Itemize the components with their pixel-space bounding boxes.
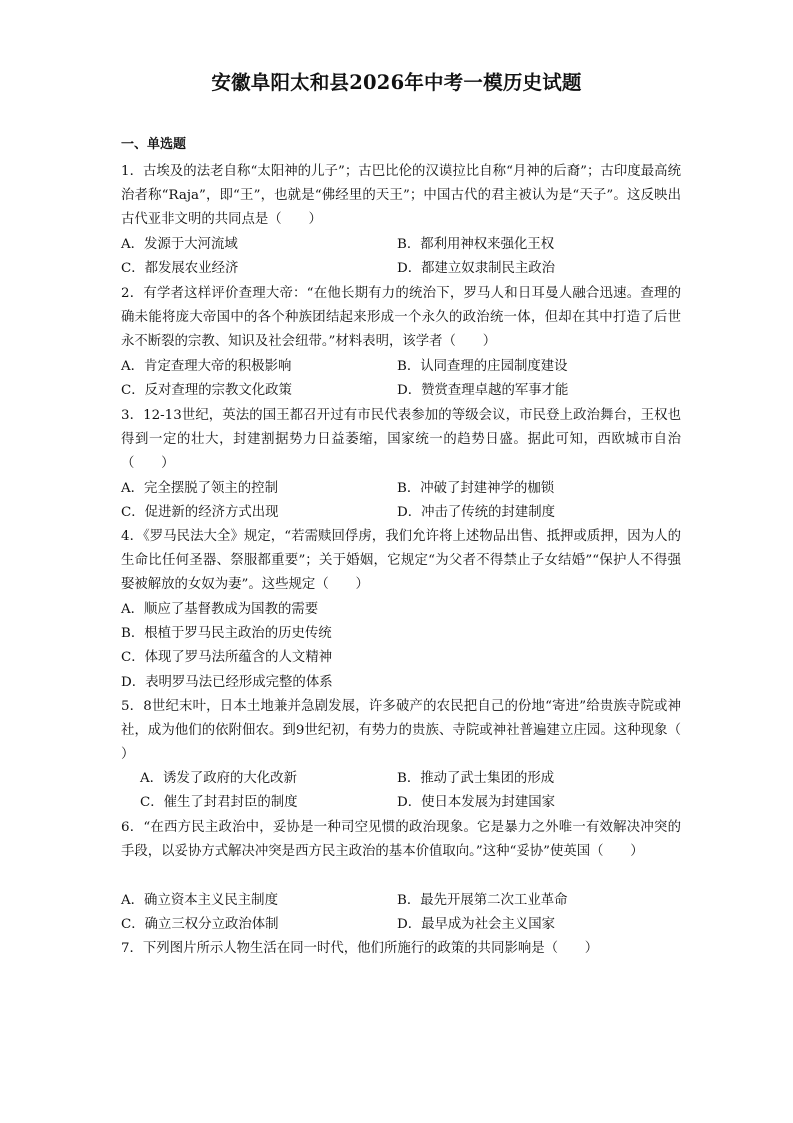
question-5-stem: 5．8世纪末叶，日本土地兼并急剧发展，许多破产的农民把自己的份地“寄进”给贵族寺院或神社，成为他们的依附佃农。到9世纪初，有势力的贵族、寺院或神社普遍建立庄园。这种现象（ ） bbox=[121, 699, 681, 763]
question-6-stem: 6．“在西方民主政治中，妥协是一种司空见惯的政治现象。它是暴力之外唯一有效解决冲突的手段，以妥协方式解决冲突是西方民主政治的基本价值取向。”这种“妥协”使英国（ ） bbox=[121, 820, 681, 860]
option-a[interactable]: A．确立资本主义民主制度 bbox=[121, 893, 278, 908]
question-4-stem: 4．《罗马民法大全》规定，“若需赎回俘虏，我们允许将上述物品出售、抵押或质押，因为人的生命比任何圣器、祭服都重要”；关于婚姻，它规定“为父者不得禁止子女结婚”“保护人不得强娶被解放的女奴为妻”。这些规定（ ） bbox=[121, 529, 681, 593]
question-7-stem: 7．下列图片所示人物生活在同一时代，他们所施行的政策的共同影响是（ ） bbox=[121, 941, 599, 956]
question-3-options bbox=[121, 477, 681, 525]
option-d[interactable]: D．表明罗马法已经形成完整的体系 bbox=[121, 674, 333, 690]
question-6-options bbox=[121, 889, 681, 937]
question-1-options bbox=[121, 233, 681, 281]
option-a[interactable]: A．诱发了政府的大化改新 bbox=[140, 771, 297, 786]
option-d[interactable]: D．最早成为社会主义国家 bbox=[397, 917, 556, 933]
option-b[interactable]: B．冲破了封建神学的枷锁 bbox=[397, 481, 555, 496]
option-c[interactable]: C．体现了罗马法所蕴含的人文精神 bbox=[121, 650, 333, 666]
option-a[interactable]: A．肯定查理大帝的积极影响 bbox=[121, 359, 292, 374]
option-b[interactable]: B．推动了武士集团的形成 bbox=[397, 771, 555, 786]
section-heading: 一、单选题 bbox=[121, 137, 187, 152]
question-2-options bbox=[121, 355, 681, 403]
option-c[interactable]: C．催生了封君封臣的制度 bbox=[140, 795, 298, 811]
option-b[interactable]: B．根植于罗马民主政治的历史传统 bbox=[121, 626, 332, 642]
question-5-options bbox=[121, 767, 681, 815]
exam-title: 安徽阜阳太和县2026年中考一模历史试题 bbox=[211, 71, 582, 94]
option-c[interactable]: C．确立三权分立政治体制 bbox=[121, 917, 279, 933]
question-3-stem: 3．12-13世纪，英法的国王都召开过有市民代表参加的等级会议，市民登上政治舞台，王权也得到一定的壮大，封建割据势力日益萎缩，国家统一的趋势日盛。据此可知，西欧城市自治（ ） bbox=[121, 408, 681, 472]
option-b[interactable]: B．都利用神权来强化王权 bbox=[397, 237, 555, 252]
question-1-stem: 1．古埃及的法老自称“太阳神的儿子”；古巴比伦的汉谟拉比自称“月神的后裔”；古印度最高统治者称“Raja”，即“王”，也就是“佛经里的天王”；中国古代的君主被认为是“天子”。这反映出古代亚非文明的共同点是（ ） bbox=[121, 164, 681, 228]
option-b[interactable]: B．认同查理的庄园制度建设 bbox=[397, 359, 568, 374]
option-d[interactable]: D．都建立奴隶制民主政治 bbox=[397, 261, 556, 277]
option-a[interactable]: A．完全摆脱了领主的控制 bbox=[121, 481, 278, 496]
option-b[interactable]: B．最先开展第二次工业革命 bbox=[397, 893, 568, 908]
option-d[interactable]: D．赞赏查理卓越的军事才能 bbox=[397, 383, 569, 399]
option-a[interactable]: A．发源于大河流域 bbox=[121, 237, 238, 252]
option-d[interactable]: D．使日本发展为封建国家 bbox=[397, 795, 556, 811]
question-4-options bbox=[121, 598, 681, 695]
option-c[interactable]: C．都发展农业经济 bbox=[121, 261, 239, 277]
question-2-stem: 2．有学者这样评价查理大帝：“在他长期有力的统治下，罗马人和日耳曼人融合迅速。查理的确未能将庞大帝国中的各个种族团结起来形成一个永久的政治统一体，但却在其中打造了后世永不断裂的宗教、知识及社会纽带。”材料表明，该学者（ ） bbox=[121, 286, 681, 350]
option-a[interactable]: A．顺应了基督教成为国教的需要 bbox=[121, 602, 319, 617]
option-c[interactable]: C．反对查理的宗教文化政策 bbox=[121, 383, 292, 399]
option-c[interactable]: C．促进新的经济方式出现 bbox=[121, 505, 279, 521]
option-d[interactable]: D．冲击了传统的封建制度 bbox=[397, 505, 556, 521]
